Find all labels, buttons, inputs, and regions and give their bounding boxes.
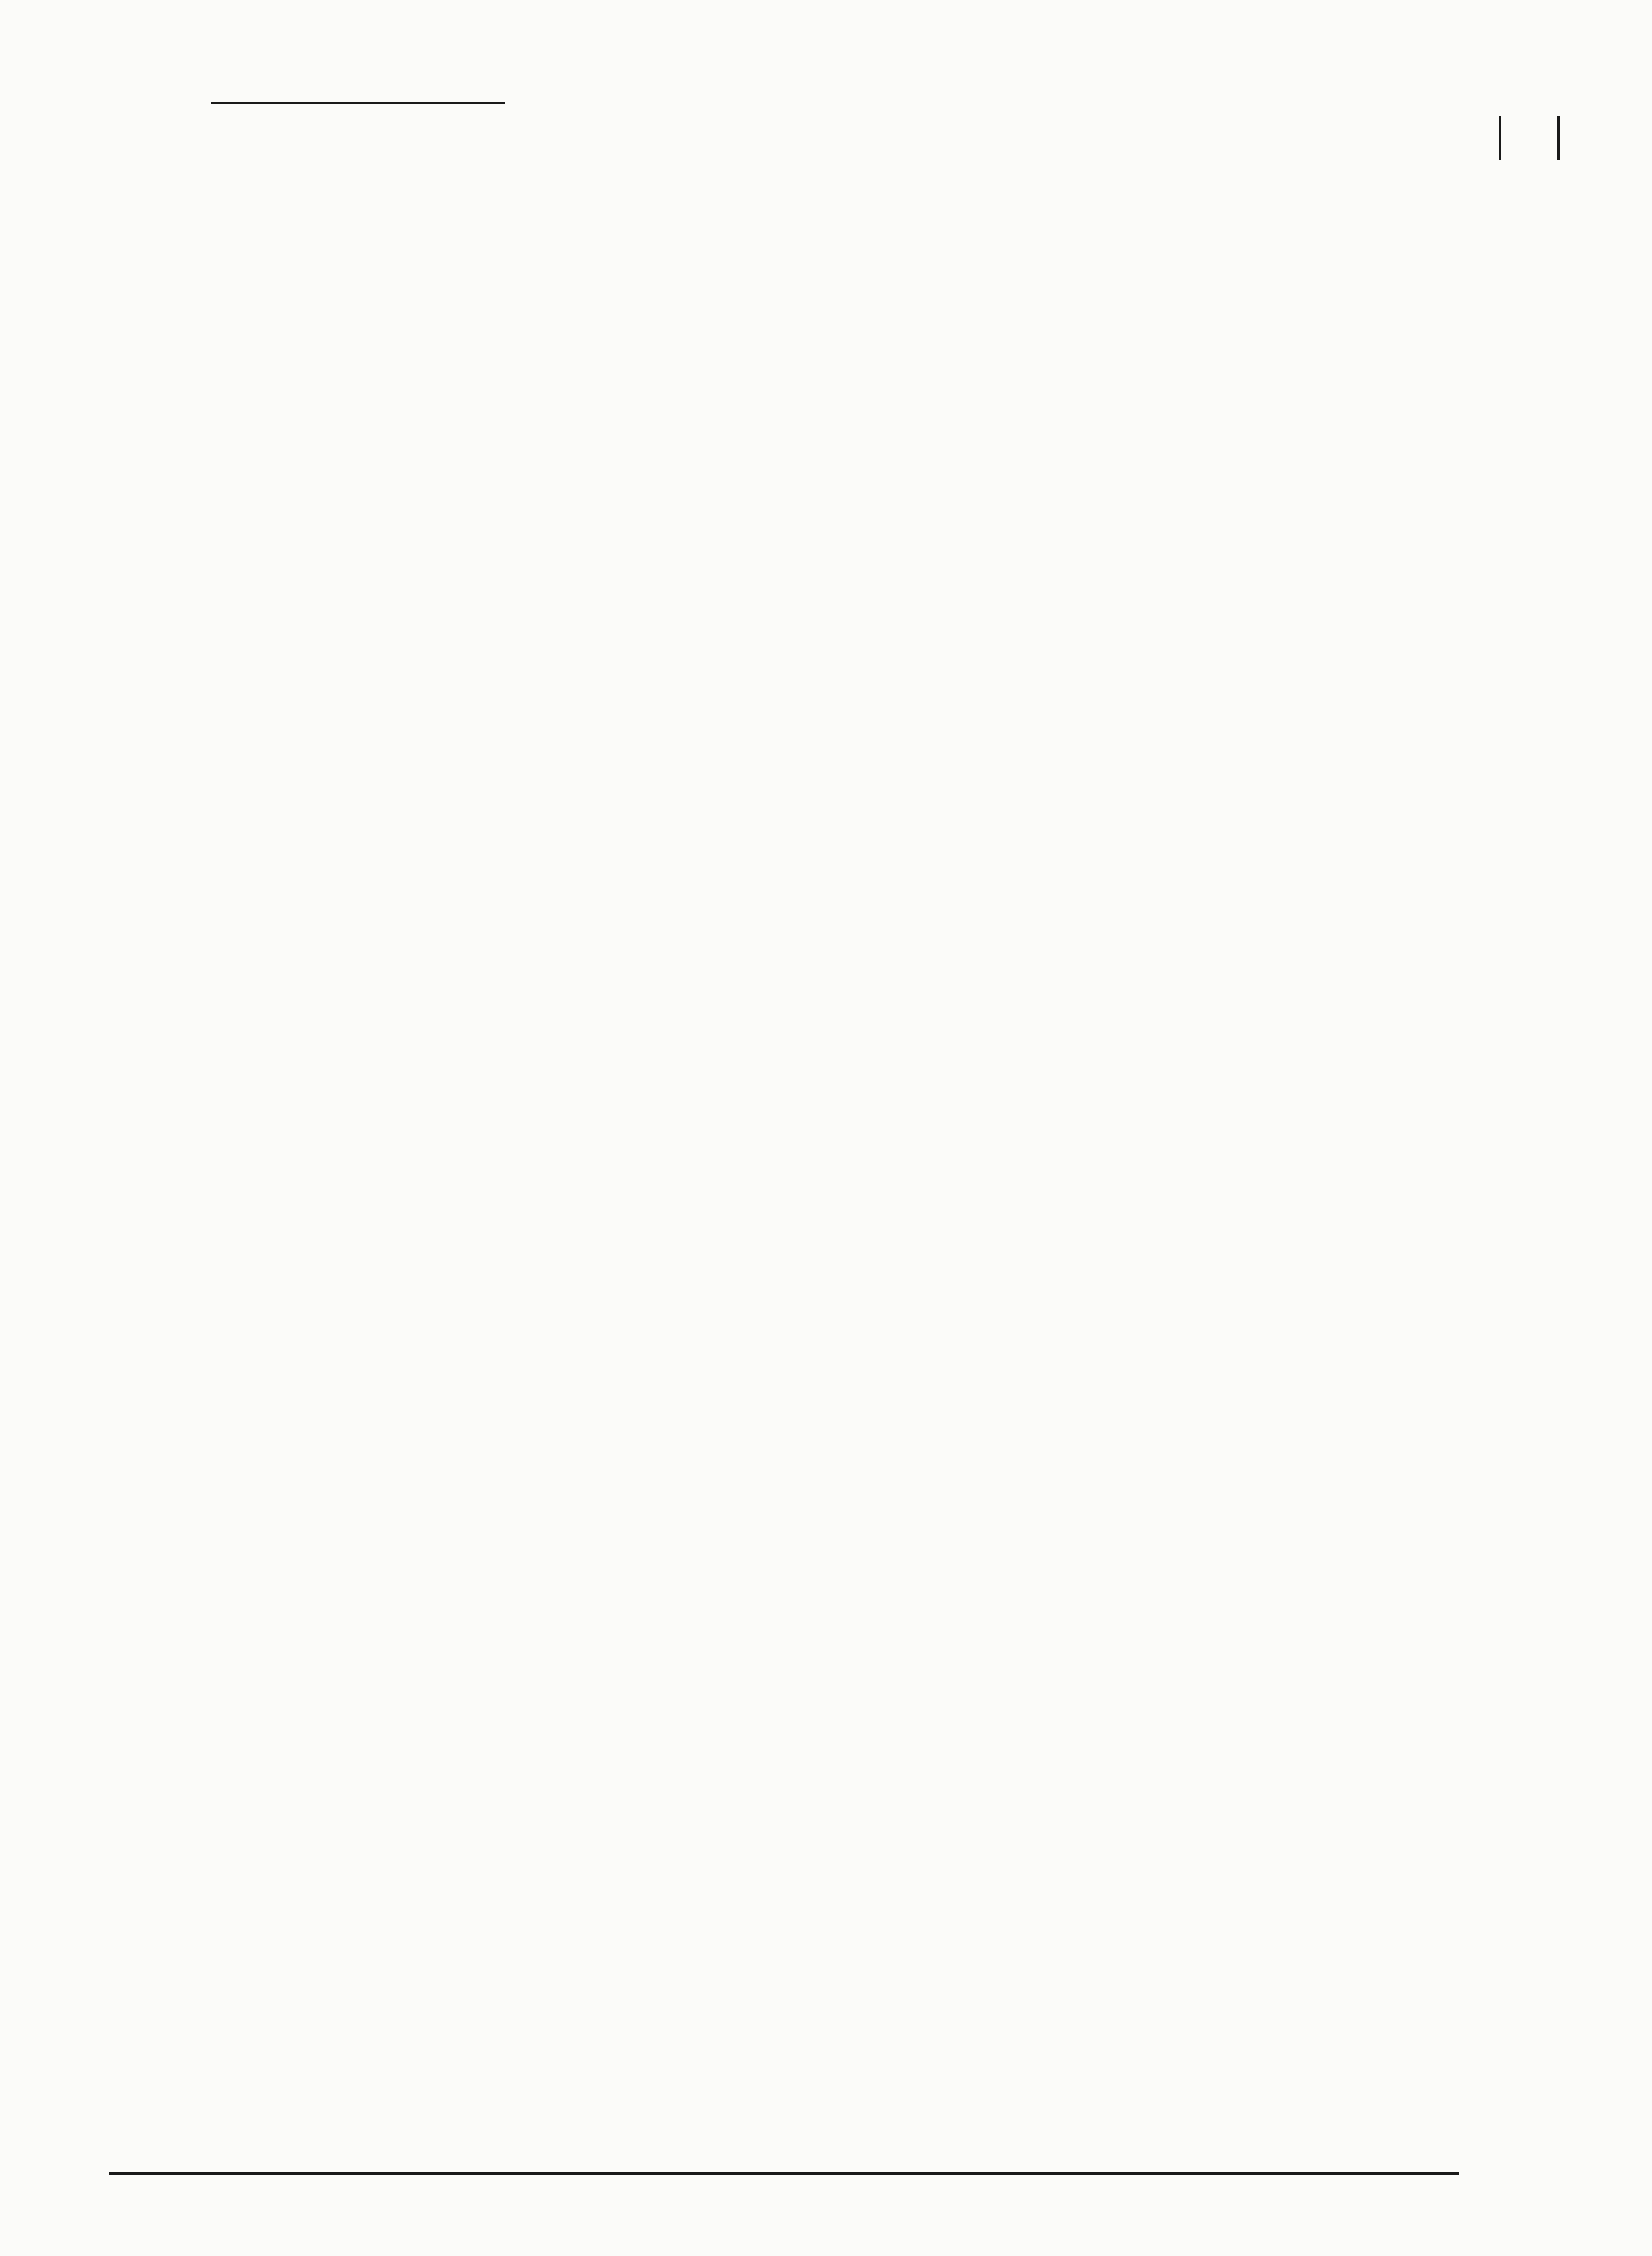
page-number <box>1499 116 1560 160</box>
top-rule <box>211 102 505 104</box>
bottom-rule <box>109 2172 1459 2175</box>
